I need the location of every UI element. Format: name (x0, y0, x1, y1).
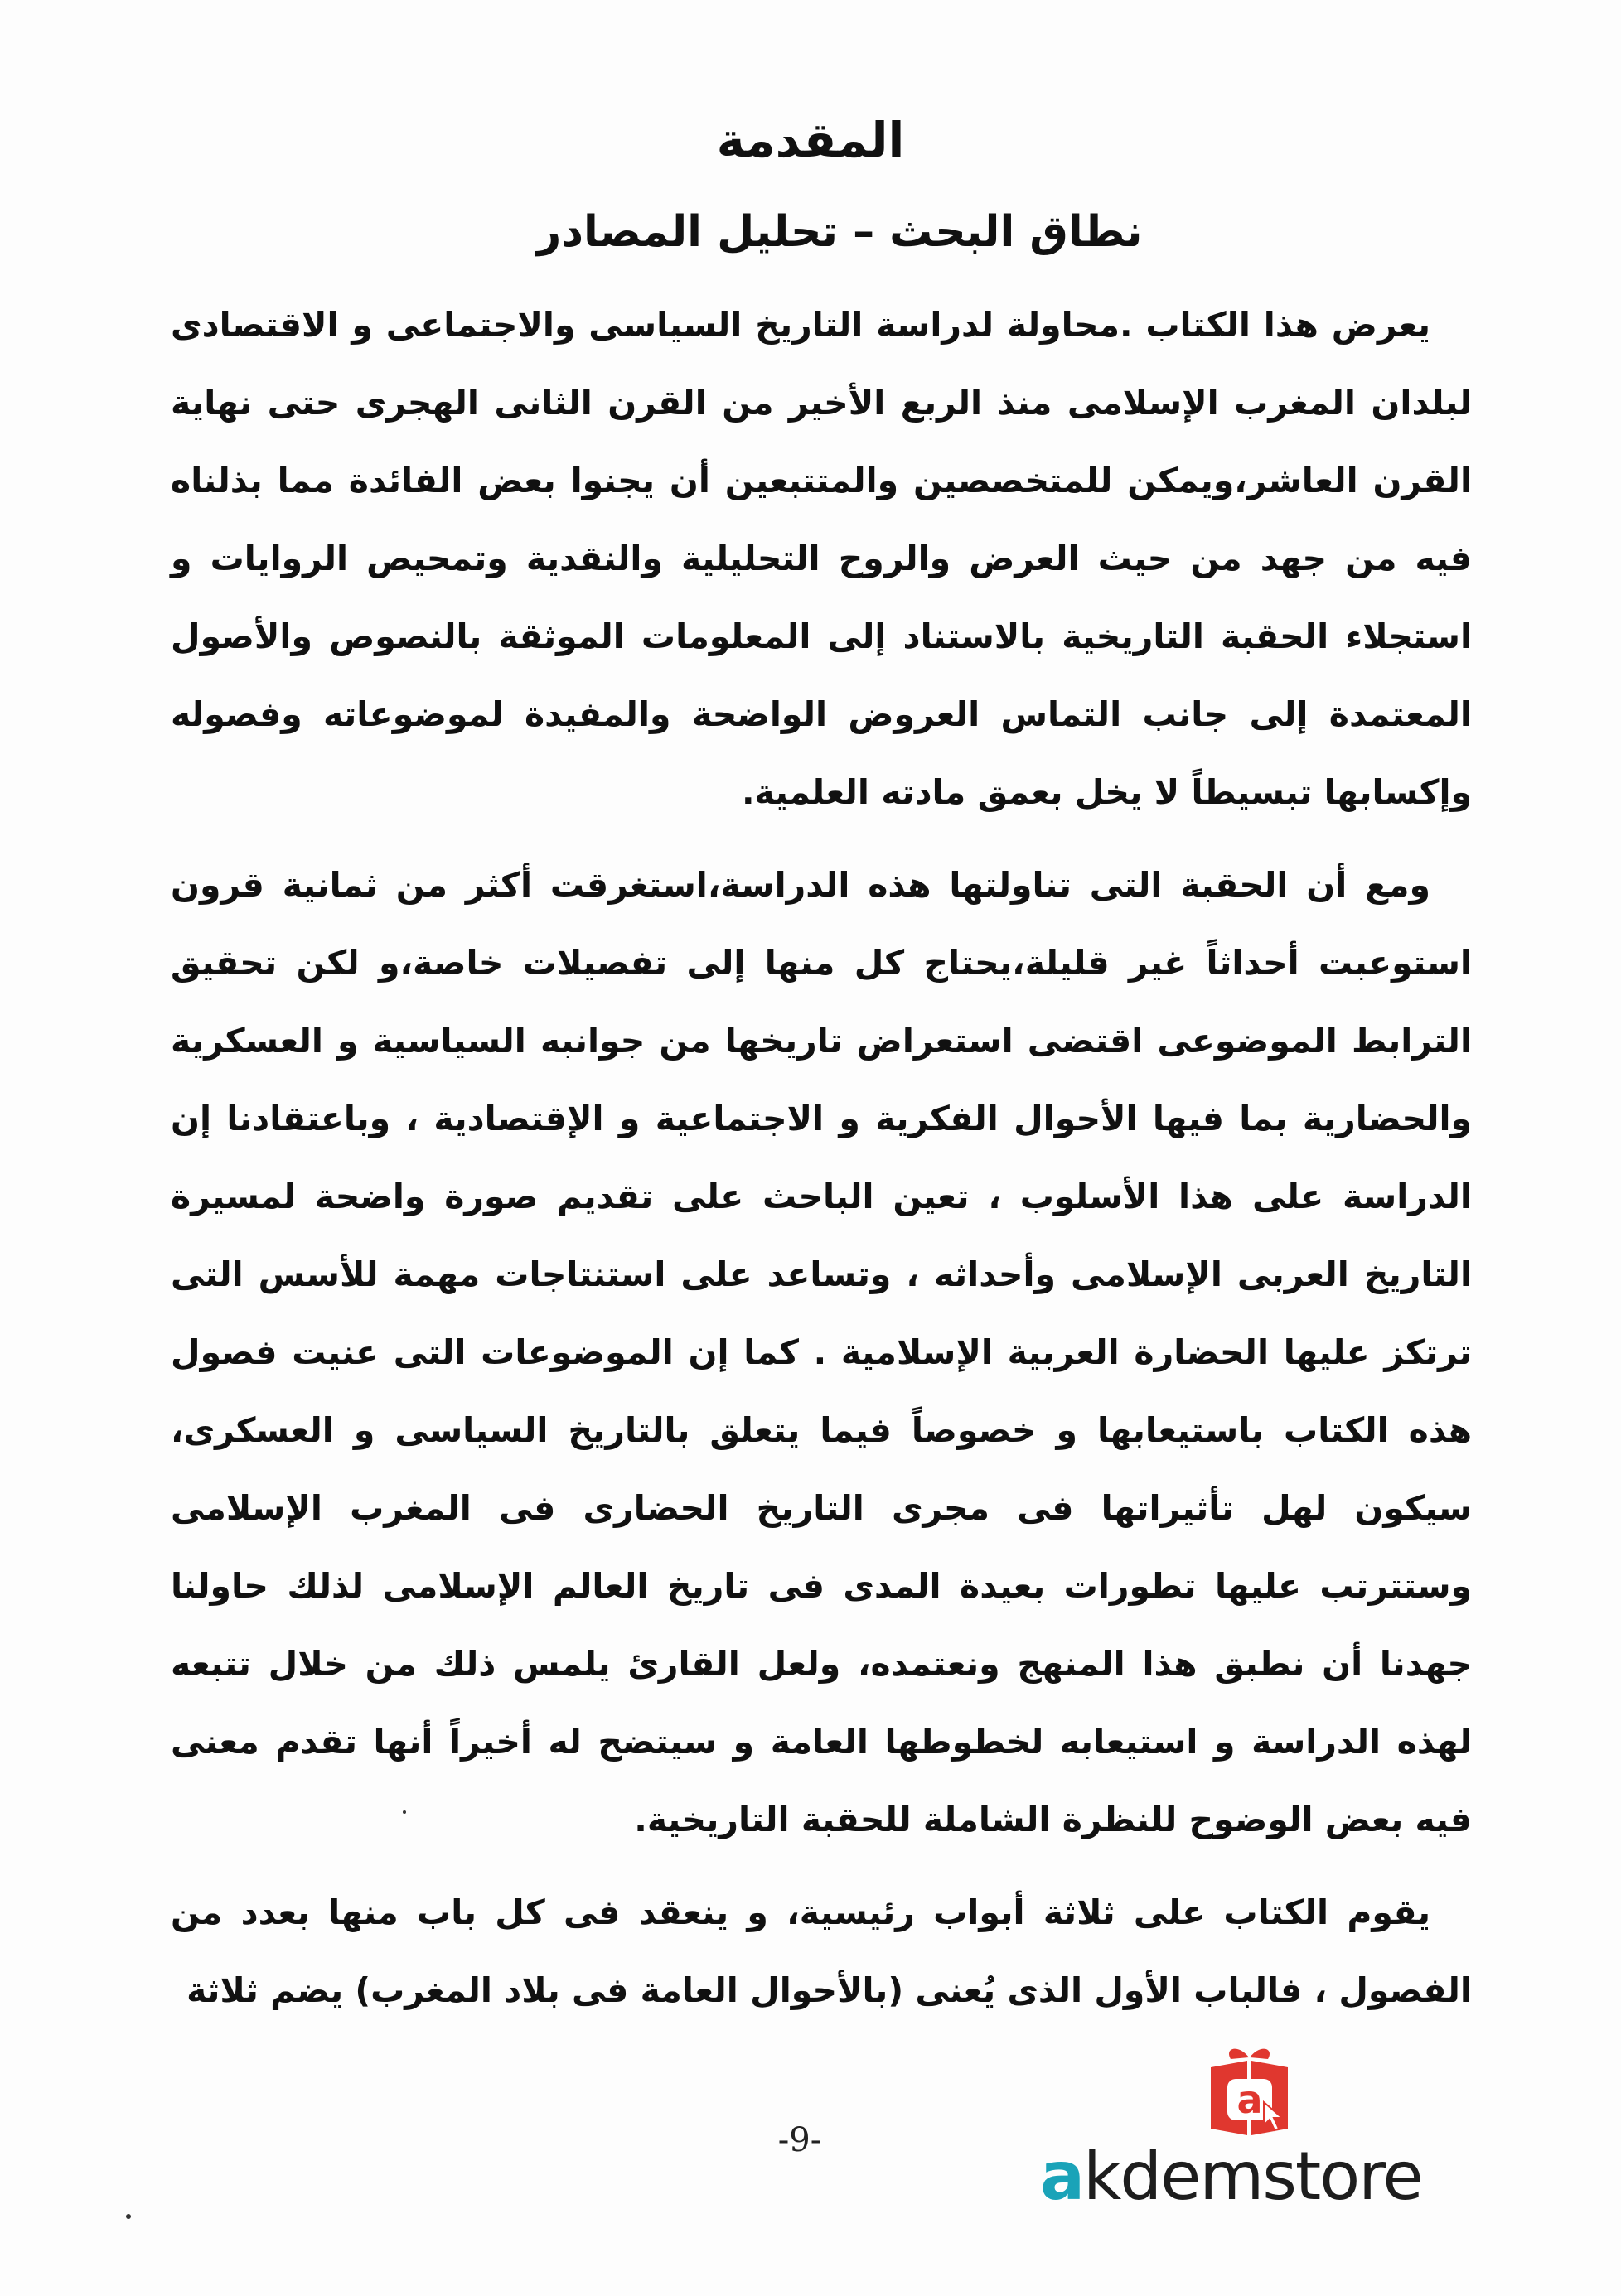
scan-speck (403, 1810, 406, 1814)
scan-speck (126, 2214, 131, 2219)
paragraph-3: يقوم الكتاب على ثلاثة أبواب رئيسية، و ينعقد فى كل باب منها بعدد من الفصول ، فالباب الأول الذى يُعنى (بالأحوال العامة فى بلاد المغرب) يضم ثلاثة (171, 1892, 1472, 2010)
page-title: المقدمة (716, 112, 905, 168)
paragraph-2: ومع أن الحقبة التى تناولتها هذه الدراسة،استغرقت أكثر من ثمانية قرون استوعبت أحداثاً غير قليلة،يحتاج كل منها إلى تفصيلات خاصة،و لكن تحقيق الترابط الموضوعى اقتضى استعراض تاريخها من جوانبه السياسية و العسكرية والحضارية بما فيها الأحوال الفكرية و الاجتماعية و الإقتصادية ، وباعتقادنا إن الدراسة على هذا الأسلوب ، تعين الباحث على تقديم صورة واضحة لمسيرة التاريخ العربى الإسلامى وأحداثه ، وتساعد على استنتاجات مهمة للأسس التى ترتكز عليها الحضارة العربية الإسلامية . كما إن الموضوعات التى عنيت فصول هذه الكتاب باستيعابها و خصوصاً فيما يتعلق بالتاريخ السياسى و العسكرى، سيكون لهل تأثيراتها فى مجرى التاريخ الحضارى فى المغرب الإسلامى وستترتب عليها تطورات بعيدة المدى فى تاريخ العالم الإسلامى لذلك حاولنا جهدنا أن نطبق هذا المنهج ونعتمده، ولعل القارئ يلمس ذلك من خلال تتبعه لهذه الدراسة و استيعابه لخطوطها العامة و سيتضح له أخيراً أنها تقدم معنى فيه بعض الوضوح للنظرة الشاملة للحقبة التاريخية. (171, 865, 1472, 1839)
akdemstore-watermark-logo (1040, 2042, 1504, 2215)
book-badge-icon (1206, 2042, 1293, 2142)
body-text (171, 286, 1472, 2044)
brand-name-rest: kdemstore (1082, 2138, 1422, 2215)
page-number: -9- (777, 2121, 822, 2159)
brand-name-first: a (1040, 2138, 1083, 2215)
brand-name (1040, 2138, 1422, 2215)
paragraph-1: يعرض هذا الكتاب .محاولة لدراسة التاريخ السياسى والاجتماعى و الاقتصادى لبلدان المغرب الإسلامى منذ الربع الأخير من القرن الثانى الهجرى حتى نهاية القرن العاشر،ويمكن للمتخصصين والمتتبعين أن يجنوا بعض الفائدة مما بذلناه فيه من جهد من حيث العرض والروح التحليلية والنقدية وتمحيص الروايات و استجلاء الحقبة التاريخية بالاستناد إلى المعلومات الموثقة بالنصوص والأصول المعتمدة إلى جانب التماس العروض الواضحة والمفيدة لموضوعاته وفصوله وإكسابها تبسيطاً لا يخل بعمق مادته العلمية. (171, 305, 1472, 812)
page-subtitle: نطاق البحث – تحليل المصادر (536, 207, 1143, 257)
badge-letter: a (1236, 2077, 1263, 2122)
